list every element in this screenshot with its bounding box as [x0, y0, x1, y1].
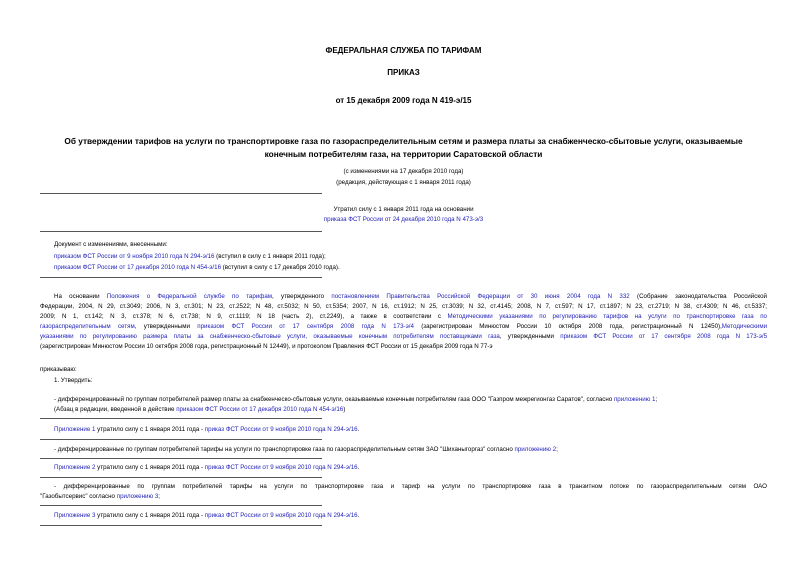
- edition-note: (редакция, действующая с 1 января 2011 года): [336, 179, 471, 186]
- methodical-instructions-link-cont[interactable]: газораспределительным сетям: [40, 323, 135, 330]
- preamble-text: (зарегистрирован Минюстом России 10 октября 2008 года, регистрационный N 12450),: [413, 323, 722, 330]
- appendix-1-lost: [54, 425, 359, 435]
- bullet-3-line-2: [40, 492, 160, 502]
- amendment-item-1: [54, 252, 326, 262]
- bullet-1-note: [54, 405, 345, 415]
- order-294-link-3[interactable]: приказ ФСТ России от 9 ноября 2010 года N 294-э/16: [204, 512, 358, 519]
- order-item-1: 1. Утвердить:: [54, 377, 93, 384]
- appendix-3-lost: [54, 511, 359, 521]
- bullet-text: - дифференцированный по группам потребителей размер платы за снабженческо-сбытовые услуги, оказываемые конечным потребителям газа ООО "Газпром межрегионгаз Саратов", согласно: [54, 396, 614, 403]
- amendment-link-2[interactable]: приказом ФСТ России от 17 декабря 2010 года N 454-э/16: [54, 264, 222, 271]
- bullet-text: ;: [556, 446, 558, 453]
- note-text: (Абзац в редакции, введенной в действие: [54, 406, 177, 413]
- appendix-3-link[interactable]: приложению 3: [116, 493, 159, 500]
- order-173-4-link[interactable]: приказом ФСТ России от 17 сентября 2008 года N 173-э/4: [197, 323, 414, 330]
- document-heading: [30, 135, 777, 161]
- preamble-text: (Собрание законодательства Российской: [629, 293, 767, 300]
- appendix-1-link[interactable]: приложению 1: [613, 396, 656, 403]
- preamble-line-2: Федерации, 2004, N 29, ст.3049; 2006, N 3, ст.301; N 23, ст.2522; N 48, ст.5032; N 50, ст.5354; 2007, N 16, ст.1912; N 25, ст.3039; N 32, ст.4145; 2008, N 7, ст.597; N 17, ст.1897; N 23, ст.2719; N 38, ст.4309; N 46, ст.5337;: [40, 303, 767, 310]
- bullet-text: "Газобытсервис" согласно: [40, 493, 117, 500]
- bullet-1: [54, 395, 767, 405]
- lost-text: утратило силу с 1 января 2011 года -: [95, 464, 205, 471]
- lost-text: .: [357, 426, 360, 433]
- bullet-2: [54, 445, 767, 455]
- divider: [40, 418, 322, 419]
- divider: [40, 505, 322, 506]
- bullet-text: ;: [655, 396, 658, 403]
- lost-force-text: Утратил силу с 1 января 2011 года на основании: [333, 206, 474, 213]
- preamble-text: 2009; N 1, ст.142; N 3, ст.378; N 6, ст.738; N 9, ст.1119; N 18 (часть 2), ст.2249), а также в соответствии с: [40, 313, 448, 320]
- lost-text: утратило силу с 1 января 2011 года -: [95, 426, 205, 433]
- divider: [40, 277, 322, 278]
- divider: [40, 231, 322, 232]
- fst-regulation-link[interactable]: Положения о Федеральной службе по тарифам: [106, 293, 273, 300]
- order-294-link-1[interactable]: приказ ФСТ России от 9 ноября 2010 года N 294-э/16: [204, 426, 358, 433]
- agency-title: ФЕДЕРАЛЬНАЯ СЛУЖБА ПО ТАРИФАМ: [325, 46, 482, 55]
- changes-note: (с изменениями на 17 декабря 2010 года): [343, 168, 464, 175]
- lost-force-link-wrap: [0, 215, 807, 225]
- lost-text: .: [357, 512, 360, 519]
- amendment-link-1[interactable]: приказом ФСТ России от 9 ноября 2010 года N 294-э/16: [54, 253, 215, 260]
- appendix-1-lost-link[interactable]: Приложение 1: [54, 426, 96, 433]
- heading-line-2: конечным потребителям газа, на территории Саратовской области: [264, 149, 543, 159]
- order-173-5-link[interactable]: приказом ФСТ России от 17 сентября 2008 года N 173-э/5: [560, 333, 767, 340]
- methodical-instructions-link[interactable]: Методическими указаниями по регулированию тарифов на услуги по транспортировке газа по: [447, 313, 767, 320]
- lost-force-link[interactable]: приказа ФСТ России от 24 декабря 2010 года N 473-э/3: [323, 216, 484, 223]
- divider: [40, 458, 322, 459]
- amendments-label: Документ с изменениями, внесенными:: [54, 241, 168, 248]
- bullet-3-line-1: - дифференцированные по группам потребителей тарифы на услуги по транспортировке газа и тариф на услуги по транспортировке газа в транзитном потоке по газораспределительным сетям ОАО: [54, 483, 767, 490]
- lost-text: .: [357, 464, 360, 471]
- appendix-2-lost-link[interactable]: Приложение 2: [54, 464, 96, 471]
- methodical-instructions-2-link-cont[interactable]: указаниями по регулированию размера платы за снабженческо-сбытовые услуги, оказываемые конечным потребителям поставщиками газа: [40, 333, 500, 340]
- preamble-text: , утвержденными: [134, 323, 198, 330]
- order-454-link[interactable]: приказом ФСТ России от 17 декабря 2010 года N 454-э/16: [176, 406, 344, 413]
- divider: [40, 193, 322, 194]
- appendix-2-lost: [54, 463, 359, 473]
- preamble-text: На основании: [54, 293, 107, 300]
- bullet-text: ;: [158, 493, 161, 500]
- amendment-item-2: [54, 263, 340, 273]
- lost-text: утратило силу с 1 января 2011 года -: [95, 512, 205, 519]
- bullet-text: - дифференцированные по группам потребителей тарифы на услуги по транспортировке газа по газораспределительным сетям ЗАО "Шиханыгоргаз" согласно: [54, 446, 515, 453]
- doc-date-number: от 15 декабря 2009 года N 419-э/15: [335, 96, 472, 105]
- preamble-line-6: (зарегистрирован Минюстом России 10 октября 2008 года, регистрационный N 12449), и протоколом Правления ФСТ России от 15 декабря 2009 года N 77-э: [40, 343, 493, 350]
- appendix-3-lost-link[interactable]: Приложение 3: [54, 512, 96, 519]
- doc-type: ПРИКАЗ: [387, 68, 420, 77]
- note-text: ): [343, 406, 346, 413]
- order-word: приказываю:: [40, 366, 77, 373]
- amendment-suffix-1: (вступил в силу с 1 января 2011 года);: [214, 253, 326, 260]
- divider: [40, 477, 322, 478]
- government-decree-link[interactable]: постановлением Правительства Российской Федерации от 30 июня 2004 года N 332: [331, 293, 630, 300]
- preamble-text: , утвержденными: [499, 333, 561, 340]
- appendix-2-link[interactable]: приложению 2: [514, 446, 557, 453]
- methodical-instructions-2-link[interactable]: Методическими: [721, 323, 767, 330]
- divider: [40, 439, 322, 440]
- heading-line-1: Об утверждении тарифов на услуги по транспортировке газа по газораспределительным сетям и размера платы за снабженческо-сбытовые услуги, оказываемые: [64, 136, 743, 146]
- divider: [40, 525, 322, 526]
- order-294-link-2[interactable]: приказ ФСТ России от 9 ноября 2010 года N 294-э/16: [204, 464, 358, 471]
- amendment-suffix-2: (вступил в силу с 17 декабря 2010 года).: [221, 264, 340, 271]
- preamble-text: , утвержденного: [272, 293, 332, 300]
